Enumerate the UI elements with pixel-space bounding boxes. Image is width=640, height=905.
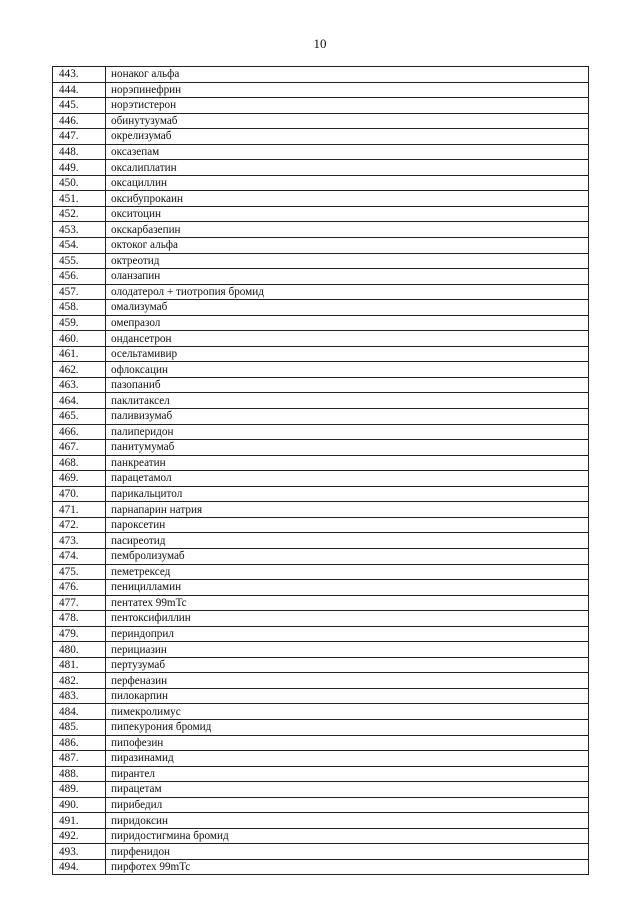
row-number-cell: 461. [53,346,106,362]
drug-name-cell: пирибедил [106,797,589,813]
drug-name-cell: ондансетрон [106,331,589,347]
row-number-cell: 466. [53,424,106,440]
drug-name-cell: октоког альфа [106,238,589,254]
row-number-cell: 479. [53,626,106,642]
row-number-cell: 453. [53,222,106,238]
table-row [53,688,589,704]
table-row [53,284,589,300]
row-number-cell: 445. [53,98,106,114]
table-row [53,222,589,238]
row-number-cell: 473. [53,533,106,549]
table-row [53,859,589,875]
drug-name-cell: офлоксацин [106,362,589,378]
drug-name-cell: пароксетин [106,517,589,533]
drug-name-cell: оксазепам [106,144,589,160]
row-number-cell: 488. [53,766,106,782]
table-row [53,362,589,378]
drug-name-cell: паклитаксел [106,393,589,409]
drug-name-cell: нонаког альфа [106,67,589,83]
drug-name-cell: пембролизумаб [106,548,589,564]
table-row [53,751,589,767]
row-number-cell: 463. [53,377,106,393]
row-number-cell: 471. [53,502,106,518]
row-number-cell: 491. [53,813,106,829]
table-row [53,626,589,642]
table-row [53,611,589,627]
table-row [53,844,589,860]
table-row [53,409,589,425]
row-number-cell: 456. [53,269,106,285]
drug-name-cell: пиразинамид [106,751,589,767]
row-number-cell: 478. [53,611,106,627]
drug-name-cell: пирфенидон [106,844,589,860]
row-number-cell: 470. [53,486,106,502]
drug-name-cell: палиперидон [106,424,589,440]
page-number: 10 [313,36,327,51]
row-number-cell: 446. [53,113,106,129]
row-number-cell: 472. [53,517,106,533]
row-number-cell: 477. [53,595,106,611]
table-row [53,300,589,316]
row-number-cell: 448. [53,144,106,160]
drug-name-cell: пентатех 99mTc [106,595,589,611]
drug-name-cell: паливизумаб [106,409,589,425]
drug-name-cell: пимекролимус [106,704,589,720]
row-number-cell: 494. [53,859,106,875]
drug-name-cell: пентоксифиллин [106,611,589,627]
row-number-cell: 486. [53,735,106,751]
drug-name-cell: пазопаниб [106,377,589,393]
drug-name-cell: окситоцин [106,206,589,222]
drug-name-cell: оксациллин [106,175,589,191]
table-row [53,455,589,471]
table-row [53,502,589,518]
drug-name-cell: омепразол [106,315,589,331]
row-number-cell: 468. [53,455,106,471]
table-row [53,129,589,145]
row-number-cell: 465. [53,409,106,425]
drug-name-cell: октреотид [106,253,589,269]
row-number-cell: 455. [53,253,106,269]
table-row [53,175,589,191]
row-number-cell: 464. [53,393,106,409]
drug-name-cell: пеметрексед [106,564,589,580]
drug-name-cell: норэпинефрин [106,82,589,98]
table-row [53,657,589,673]
row-number-cell: 467. [53,440,106,456]
drug-name-cell: пиридоксин [106,813,589,829]
drug-name-cell: пипекурония бромид [106,719,589,735]
row-number-cell: 483. [53,688,106,704]
table-row [53,642,589,658]
row-number-cell: 476. [53,580,106,596]
drug-name-cell: пасиреотид [106,533,589,549]
row-number-cell: 449. [53,160,106,176]
row-number-cell: 493. [53,844,106,860]
drug-name-cell: панкреатин [106,455,589,471]
table-row [53,797,589,813]
drug-name-cell: пиридостигмина бромид [106,828,589,844]
row-number-cell: 447. [53,129,106,145]
drug-name-cell: норэтистерон [106,98,589,114]
row-number-cell: 450. [53,175,106,191]
drug-name-cell: парнапарин натрия [106,502,589,518]
row-number-cell: 458. [53,300,106,316]
table-row [53,580,589,596]
drug-name-cell: пилокарпин [106,688,589,704]
row-number-cell: 480. [53,642,106,658]
table-row [53,67,589,83]
drug-name-cell: обинутузумаб [106,113,589,129]
table-row [53,346,589,362]
row-number-cell: 481. [53,657,106,673]
drug-name-cell: оксалиплатин [106,160,589,176]
drug-name-cell: пипофезин [106,735,589,751]
row-number-cell: 462. [53,362,106,378]
row-number-cell: 444. [53,82,106,98]
drug-name-cell: перициазин [106,642,589,658]
table-row [53,440,589,456]
drug-name-cell: пирацетам [106,782,589,798]
drug-list-table [52,66,589,875]
drug-name-cell: пертузумаб [106,657,589,673]
table-row [53,238,589,254]
table-row [53,533,589,549]
table-row [53,564,589,580]
drug-name-cell: пеницилламин [106,580,589,596]
row-number-cell: 487. [53,751,106,767]
drug-name-cell: оланзапин [106,269,589,285]
row-number-cell: 489. [53,782,106,798]
row-number-cell: 484. [53,704,106,720]
drug-name-cell: окрелизумаб [106,129,589,145]
table-row [53,595,589,611]
row-number-cell: 474. [53,548,106,564]
table-row [53,735,589,751]
row-number-cell: 452. [53,206,106,222]
row-number-cell: 482. [53,673,106,689]
table-row [53,548,589,564]
table-row [53,782,589,798]
table-row [53,144,589,160]
table-row [53,98,589,114]
table-row [53,253,589,269]
drug-name-cell: олодатерол + тиотропия бромид [106,284,589,300]
row-number-cell: 457. [53,284,106,300]
drug-name-cell: окскарбазепин [106,222,589,238]
drug-name-cell: пирфотех 99mTc [106,859,589,875]
drug-name-cell: осельтамивир [106,346,589,362]
drug-name-cell: парацетамол [106,471,589,487]
drug-name-cell: периндоприл [106,626,589,642]
table-row [53,673,589,689]
table-row [53,813,589,829]
row-number-cell: 492. [53,828,106,844]
table-row [53,719,589,735]
table-row [53,471,589,487]
table-row [53,269,589,285]
table-row [53,393,589,409]
drug-name-cell: оксибупрокаин [106,191,589,207]
row-number-cell: 459. [53,315,106,331]
table-row [53,424,589,440]
table-body [53,67,589,875]
row-number-cell: 451. [53,191,106,207]
table-row [53,82,589,98]
drug-name-cell: парикальцитол [106,486,589,502]
row-number-cell: 490. [53,797,106,813]
table-row [53,704,589,720]
row-number-cell: 460. [53,331,106,347]
table-row [53,517,589,533]
row-number-cell: 485. [53,719,106,735]
row-number-cell: 475. [53,564,106,580]
drug-name-cell: пирантел [106,766,589,782]
table-row [53,331,589,347]
table-row [53,377,589,393]
row-number-cell: 443. [53,67,106,83]
drug-name-cell: панитумумаб [106,440,589,456]
row-number-cell: 469. [53,471,106,487]
drug-name-cell: омализумаб [106,300,589,316]
table-row [53,113,589,129]
drug-name-cell: перфеназин [106,673,589,689]
table-row [53,766,589,782]
table-row [53,486,589,502]
table-row [53,828,589,844]
table-row [53,191,589,207]
table-row [53,160,589,176]
row-number-cell: 454. [53,238,106,254]
table-row [53,315,589,331]
table-row [53,206,589,222]
